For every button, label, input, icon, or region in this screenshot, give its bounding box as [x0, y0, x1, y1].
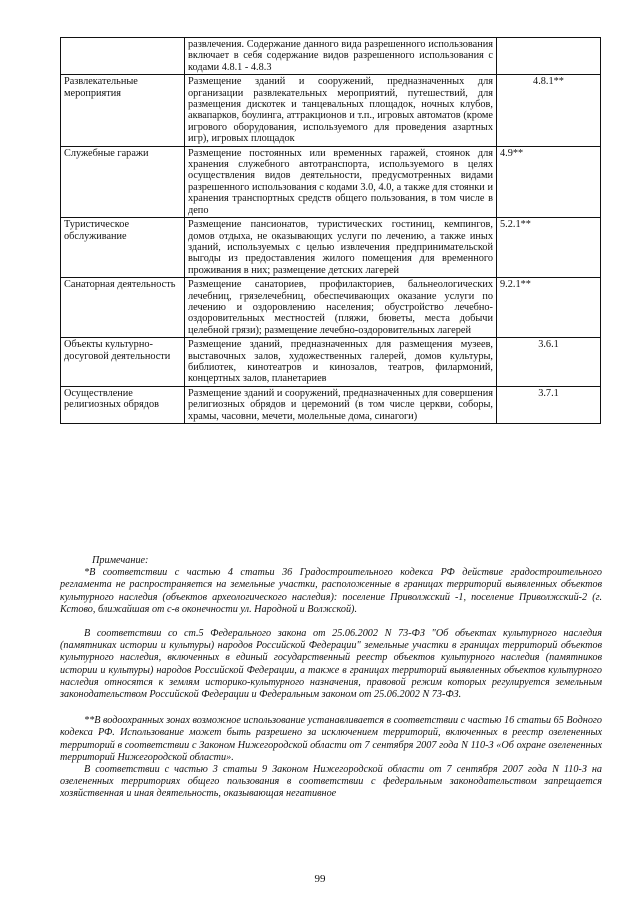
- row-name: Объекты культурно-досуговой деятельности: [61, 338, 185, 387]
- row-code: 4.8.1**: [497, 75, 601, 146]
- row-code: 4.9**: [497, 146, 601, 217]
- row-name: Санаторная деятельность: [61, 278, 185, 338]
- row-name: Туристическое обслуживание: [61, 218, 185, 278]
- row-code: 5.2.1**: [497, 218, 601, 278]
- land-use-table: [60, 37, 601, 424]
- table-row: [61, 278, 601, 338]
- row-name: Осуществление религиозных обрядов: [61, 386, 185, 423]
- row-code: [497, 38, 601, 75]
- table-row: [61, 386, 601, 423]
- page-number: 99: [314, 873, 326, 885]
- row-code: 9.2.1**: [497, 278, 601, 338]
- row-description: Размещение зданий и сооружений, предназначенных для совершения религиозных обрядов и церемоний (в том числе церкви, соборы, храмы, часовни, мечети, молельные дома, синагоги): [185, 386, 497, 423]
- table-row: [61, 338, 601, 387]
- note-paragraph: В соответствии с частью 3 статьи 9 Законом Нижегородской области от 7 сентября 2007 года N 110-З на озелененных территориях общего пользования в соответствии с федеральным законодательством запрещается хозяйственная и иная деятельность, оказывающая негативное: [60, 764, 602, 800]
- row-description: Размещение постоянных или временных гаражей, стоянок для хранения служебного автотранспорта, используемого в целях осуществления видов деятельности, предусмотренных видами разрешенного использования с кодами 3.0, 4.0, а также для стоянки и хранения транспортных средств общего пользования, в том числе в депо: [185, 146, 497, 217]
- table-row: [61, 75, 601, 146]
- table-row: [61, 146, 601, 217]
- notes-heading: Примечание:: [92, 555, 149, 566]
- row-name: [61, 38, 185, 75]
- table-row: [61, 38, 601, 75]
- note-paragraph: *В соответствии с частью 4 статьи 36 Градостроительного кодекса РФ действие градостроительного регламента не распространяется на земельные участки, расположенные в границах территорий выявленных объектов культурного наследия (объектов археологического наследия): поселение Приволжский -1, поселение Приволжский-2 (г. Кстово, ближайшая от с-в оконечности ул. Народной и Волжской).: [60, 567, 602, 615]
- row-name: Развлекательные мероприятия: [61, 75, 185, 146]
- row-description: Размещение санаториев, профилакториев, бальнеологических лечебниц, грязелечебниц, обеспечивающих оказание услуги по лечению и оздоровлению населения; обустройство лечебно-оздоровительных местностей (пляжи, бюветы, места добычи целебной грязи); размещение лечебно-оздоровительных лагерей: [185, 278, 497, 338]
- row-code: 3.7.1: [497, 386, 601, 423]
- row-description: Размещение пансионатов, туристических гостиниц, кемпингов, домов отдыха, не оказывающих услуги по лечению, а также иных зданий, используемых с целью извлечения предпринимательской выгоды из предоставления жилого помещения для временного проживания в них; размещение детских лагерей: [185, 218, 497, 278]
- row-description: Размещение зданий, предназначенных для размещения музеев, выставочных залов, художественных галерей, домов культуры, библиотек, кинотеатров и кинозалов, театров, филармоний, концертных залов, планетариев: [185, 338, 497, 387]
- table-row: [61, 218, 601, 278]
- row-name: Служебные гаражи: [61, 146, 185, 217]
- note-paragraph: В соответствии со ст.5 Федерального закона от 25.06.2002 N 73-ФЗ "Об объектах культурного наследия (памятниках истории и культуры) народов Российской Федерации" земельные участки в границах территорий объектов культурного наследия, включенных в единый государственный реестр объектов культурного наследия (памятников истории и культуры) народов Российской Федерации, а также в границах территорий выявленных объектов культурного наследия относятся к землям историко-культурного назначения, правовой режим которых регулируется земельным законодательством Российской Федерации и Федеральным законом от 25.06.2002 N 73-ФЗ.: [60, 628, 602, 701]
- row-description: Размещение зданий и сооружений, предназначенных для организации развлекательных мероприятий, путешествий, для размещения дискотек и танцевальных площадок, ночных клубов, аквапарков, боулинга, аттракционов и т.п., игровых автоматов (кроме игрового оборудования, используемого для проведения азартных игр), игровых площадок: [185, 75, 497, 146]
- note-paragraph: **В водоохранных зонах возможное использование устанавливается в соответствии с частью 16 статьи 65 Водного кодекса РФ. Использование может быть разрешено за исключением территорий, включенных в реестр озелененных территорий в соответствии с Законом Нижегородской области от 7 сентября 2007 года N 110-З «Об охране озелененных территорий Нижегородской области».: [60, 715, 602, 763]
- notes-section: [60, 555, 602, 801]
- row-description: развлечения. Содержание данного вида разрешенного использования включает в себя содержание видов разрешенного использования с кодами 4.8.1 - 4.8.3: [185, 38, 497, 75]
- row-code: 3.6.1: [497, 338, 601, 387]
